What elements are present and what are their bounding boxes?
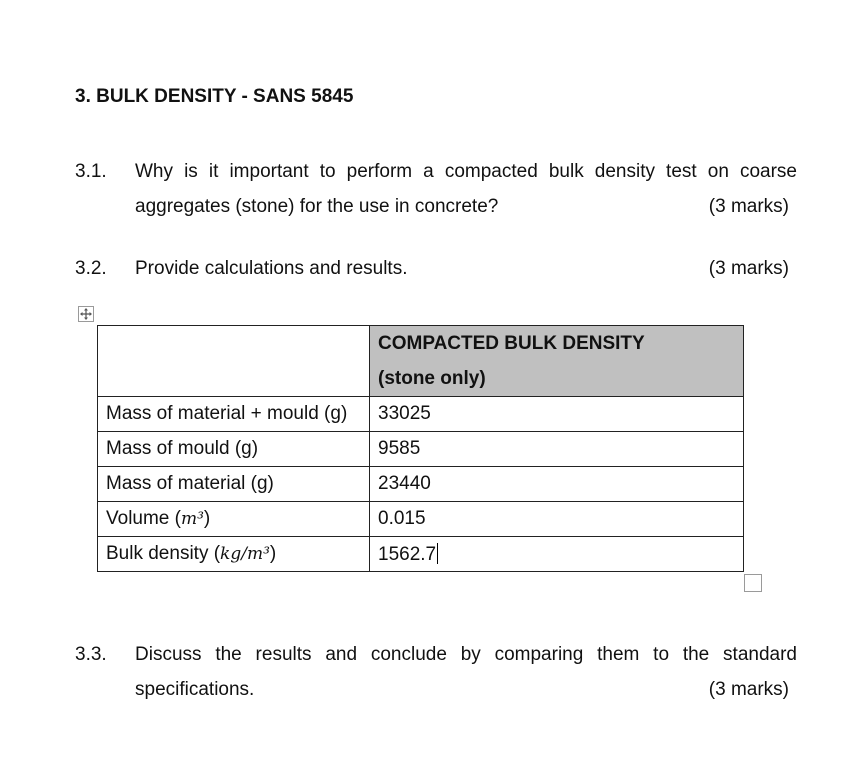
label-prefix: Volume ( — [106, 508, 181, 529]
section-heading: 3. BULK DENSITY - SANS 5845 — [75, 86, 354, 107]
table-row — [98, 432, 744, 467]
value-text: 1562.7 — [378, 543, 437, 565]
table-resize-handle[interactable] — [744, 574, 762, 592]
question-number: 3.3. — [75, 644, 107, 665]
question-3-3 — [75, 637, 797, 707]
unit-equation: m³ — [180, 509, 204, 529]
table-corner-cell[interactable] — [98, 326, 370, 397]
table-row — [98, 537, 744, 572]
table-row — [98, 502, 744, 537]
table-header-cell[interactable] — [370, 326, 744, 397]
row-value[interactable]: 0.015 — [370, 502, 744, 537]
table-move-handle[interactable] — [78, 306, 94, 322]
question-3-1 — [75, 154, 797, 224]
row-value[interactable]: 33025 — [370, 397, 744, 432]
question-text-line1: Discuss the results and conclude by comparing them to the standard — [135, 644, 797, 665]
question-text-line2: aggregates (stone) for the use in concrete? — [135, 196, 499, 217]
row-label[interactable]: Mass of material + mould (g) — [98, 397, 370, 432]
header-subtitle: (stone only) — [378, 368, 486, 389]
question-number: 3.1. — [75, 161, 107, 182]
question-marks: (3 marks) — [708, 679, 789, 700]
question-marks: (3 marks) — [708, 196, 789, 217]
unit-equation: kg/m³ — [220, 544, 270, 564]
text-cursor — [437, 543, 438, 564]
question-number: 3.2. — [75, 258, 107, 279]
label-suffix: ) — [203, 508, 211, 529]
row-label[interactable]: Mass of material (g) — [98, 467, 370, 502]
label-prefix: Bulk density ( — [106, 543, 221, 564]
move-icon — [80, 308, 92, 320]
label-suffix: ) — [269, 543, 277, 564]
header-title: COMPACTED BULK DENSITY — [378, 333, 645, 354]
row-label[interactable] — [98, 537, 370, 572]
question-marks: (3 marks) — [708, 258, 789, 279]
row-value[interactable]: 9585 — [370, 432, 744, 467]
row-label[interactable]: Mass of mould (g) — [98, 432, 370, 467]
row-label[interactable] — [98, 502, 370, 537]
row-value-active[interactable] — [370, 537, 744, 572]
question-text-line2: specifications. — [135, 679, 255, 700]
question-3-2 — [75, 251, 797, 286]
question-text-line1: Why is it important to perform a compacted bulk density test on coarse — [135, 161, 797, 182]
table-row — [98, 397, 744, 432]
bulk-density-table — [97, 325, 744, 572]
row-value[interactable]: 23440 — [370, 467, 744, 502]
question-text-line1: Provide calculations and results. — [135, 258, 408, 279]
table-row — [98, 467, 744, 502]
